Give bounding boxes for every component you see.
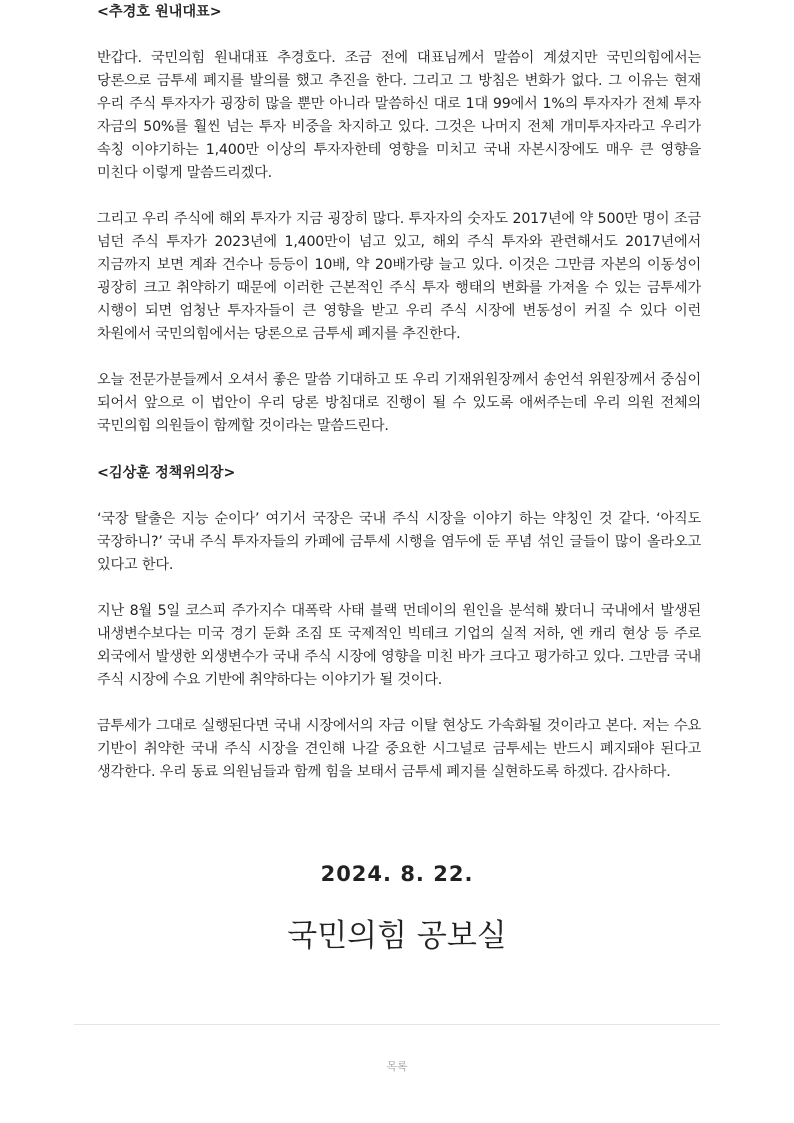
paragraph: 반갑다. 국민의힘 원내대표 추경호다. 조금 전에 대표님께서 말씀이 계셨지만 국민의힘에서는 당론으로 금투세 폐지를 발의를 했고 추진을 한다. 그리고 그 방침은 변화가 없다. 그 이유는 현재 우리 주식 투자자가 굉장히 많을 뿐만 아니라 말씀하신 대로 1대 99에서 1%의 투자자가 전체 투자 자금의 50%를 훨씬 넘는 투자 비중을 차지하고 있다. 그것은 나머지 전체 개미투자자라고 우리가 속칭 이야기하는 1,400만 이상의 투자자한테 영향을 미치고 국내 자본시장에도 매우 큰 영향을 미친다 이렇게 말씀드리겠다. <box>97 50 701 181</box>
spacer <box>97 24 701 47</box>
paragraph: 그리고 우리 주식에 해외 투자가 지금 굉장히 많다. 투자자의 숫자도 2017년에 약 500만 명이 조금 넘던 주식 투자가 2023년에 1,400만이 넘고 있고, 해외 주식 투자와 관련해서도 2017년에서 지금까지 보면 계좌 건수나 등등이 10배, 약 20배가량 늘고 있다. 이것은 그만큼 자본의 이동성이 굉장히 크고 취약하기 때문에 이러한 근본적인 주식 투자 행태의 변화를 가져올 수 있는 금투세가 시행이 되면 엄청난 투자자들이 큰 영향을 받고 우리 주식 시장에 변동성이 커질 수 있다 이런 차원에서 국민의힘에서는 당론으로 금투세 폐지를 추진한다. <box>97 211 701 342</box>
spacer <box>97 438 701 461</box>
divider <box>74 1024 720 1025</box>
issuing-office: 국민의힘 공보실 <box>287 918 507 954</box>
spacer <box>97 577 701 600</box>
speaker-heading-choo: <추경호 원내대표> <box>97 4 222 20</box>
list-button[interactable]: 목록 <box>386 1060 408 1073</box>
paragraph: ‘국장 탈출은 지능 순이다’ 여기서 국장은 국내 주식 시장을 이야기 하는 약칭인 것 같다. ‘아직도 국장하니?’ 국내 주식 투자자들의 카페에 금투세 시행을 염두에 둔 푸념 섞인 글들이 많이 올라오고 있다고 한다. <box>97 511 701 573</box>
paragraph: 금투세가 그대로 실행된다면 국내 시장에서의 자금 이탈 현상도 가속화될 것이라고 본다. 저는 수요 기반이 취약한 국내 주식 시장을 견인해 나갈 중요한 시그널로 금투세는 반드시 폐지돼야 된다고 생각한다. 우리 동료 의원님들과 함께 힘을 보태서 금투세 폐지를 실현하도록 하겠다. 감사하다. <box>97 718 701 780</box>
release-date: 2024. 8. 22. <box>320 862 474 886</box>
paragraph: 지난 8월 5일 코스피 주가지수 대폭락 사태 블랙 먼데이의 원인을 분석해 봤더니 국내에서 발생된 내생변수보다는 미국 경기 둔화 조짐 또 국제적인 빅테크 기업의 실적 저하, 엔 캐리 현상 등 주로 외국에서 발생한 외생변수가 국내 주식 시장에 영향을 미친 바가 크다고 평가하고 있다. 그만큼 국내 주식 시장에 수요 기반에 취약하다는 이야기가 될 것이다. <box>97 603 701 688</box>
spacer <box>97 692 701 715</box>
spacer <box>97 346 701 369</box>
speaker-heading-kim: <김상훈 정책위의장> <box>97 465 236 481</box>
spacer <box>97 185 701 208</box>
press-release-body <box>97 0 701 784</box>
spacer <box>97 485 701 508</box>
paragraph: 오늘 전문가분들께서 오셔서 좋은 말씀 기대하고 또 우리 기재위원장께서 송언석 위원장께서 중심이 되어서 앞으로 이 법안이 우리 당론 방침대로 진행이 될 수 있도록 애써주는데 우리 의원 전체의 국민의힘 의원들이 함께할 것이라는 말씀드린다. <box>97 372 701 434</box>
